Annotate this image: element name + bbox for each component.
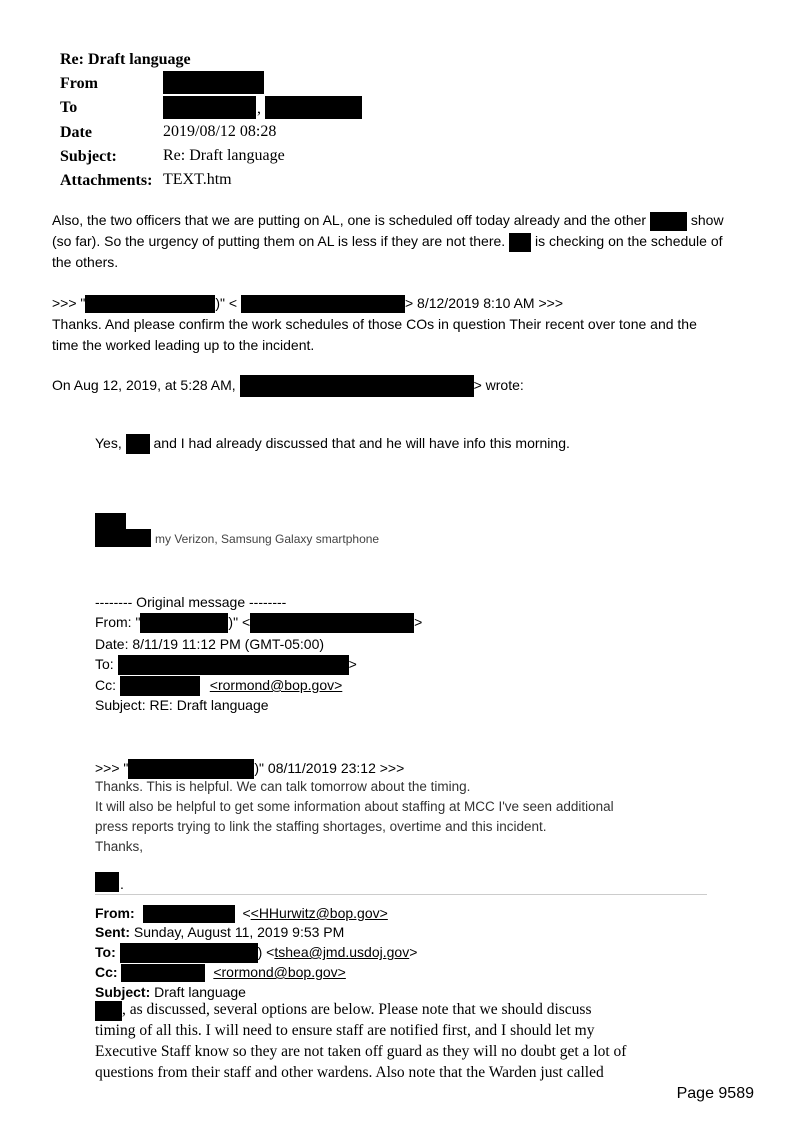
outlook-cc xyxy=(95,962,346,982)
redaction-box xyxy=(265,96,362,119)
forward-header xyxy=(52,293,563,313)
redaction-box xyxy=(250,613,414,633)
message-line xyxy=(52,210,724,231)
original-cc xyxy=(95,675,342,696)
redaction-box xyxy=(120,943,258,963)
message-line: Thanks. And please confirm the work schedules of those COs in question Their recent over tone and the xyxy=(52,316,697,332)
outlook-subject-value: Draft language xyxy=(154,984,246,1000)
forward-prefix: >>> " xyxy=(95,760,129,776)
date-label: Date xyxy=(60,124,92,141)
original-subject: Subject: RE: Draft language xyxy=(95,697,269,713)
body-line: , as discussed, several options are below. Please note that we should discuss xyxy=(122,1001,592,1018)
body-line: questions from their staff and other wardens. Also note that the Warden just called xyxy=(95,1064,604,1081)
original-from-mid: )" < xyxy=(228,614,251,630)
outlook-cc-label: Cc: xyxy=(95,964,118,980)
forward-suffix: > 8/12/2019 8:10 AM >>> xyxy=(404,295,564,311)
message-line: It will also be helpful to get some information about staffing at MCC I've seen additional xyxy=(95,799,614,814)
outlook-from-label: From: xyxy=(95,905,135,921)
forward-suffix: )" 08/11/2019 23:12 >>> xyxy=(254,760,405,776)
redaction-box xyxy=(509,233,531,252)
redaction-box xyxy=(121,964,205,982)
original-from-label: From: " xyxy=(95,614,141,630)
outlook-to-end: > xyxy=(409,944,418,960)
email-title: Re: Draft language xyxy=(60,51,191,68)
message-line xyxy=(52,231,723,252)
page-number: Page 9589 xyxy=(676,1085,754,1102)
divider xyxy=(95,894,707,895)
signature-text: my Verizon, Samsung Galaxy smartphone xyxy=(155,532,380,546)
subject-value: Re: Draft language xyxy=(163,147,285,164)
from-email-link[interactable]: <HHurwitz@bop.gov> xyxy=(250,905,388,921)
outlook-sent-value: Sunday, August 11, 2019 9:53 PM xyxy=(133,924,345,940)
redaction-box xyxy=(126,434,150,454)
redaction-box xyxy=(650,212,687,231)
redaction-box xyxy=(163,96,256,119)
outlook-to-mid: ) < xyxy=(257,944,275,960)
message-line: the others. xyxy=(52,254,119,270)
to-separator: , xyxy=(257,100,261,117)
outlook-to-label: To: xyxy=(95,944,116,960)
message-text: (so far). So the urgency of putting them on AL is less if they are not there. xyxy=(52,233,506,249)
redaction-box xyxy=(140,613,228,633)
original-from-end: > xyxy=(414,614,423,630)
date-value: 2019/08/12 08:28 xyxy=(163,123,277,140)
forward-prefix: >>> " xyxy=(52,295,86,311)
attachments-label: Attachments: xyxy=(60,172,153,189)
redaction-box xyxy=(85,295,215,313)
redaction-box xyxy=(95,529,151,547)
redaction-box xyxy=(118,655,349,675)
message-text: is checking on the schedule of xyxy=(534,233,723,249)
redaction-box xyxy=(240,375,474,397)
redaction-box xyxy=(163,71,264,94)
outlook-subject-label: Subject: xyxy=(95,984,151,1000)
outlook-sent xyxy=(95,922,344,942)
cc-email-link[interactable]: <rormond@bop.gov> xyxy=(213,964,346,980)
original-from xyxy=(95,612,422,633)
original-to xyxy=(95,654,357,675)
redaction-box xyxy=(95,872,119,892)
attachments-value: TEXT.htm xyxy=(163,171,232,188)
to-email-link[interactable]: tshea@jmd.usdoj.gov xyxy=(274,944,410,960)
outlook-from xyxy=(95,903,388,923)
message-line: press reports trying to link the staffing shortages, overtime and this incident. xyxy=(95,819,547,834)
signoff-period: . xyxy=(120,876,124,892)
redaction-box xyxy=(143,905,235,923)
reply-line xyxy=(95,433,570,454)
quote-intro-prefix: On Aug 12, 2019, at 5:28 AM, xyxy=(52,377,236,393)
redaction-box xyxy=(241,295,405,313)
message-line: time the worked leading up to the incident. xyxy=(52,337,315,353)
reply-text: and I had already discussed that and he will have info this morning. xyxy=(153,435,570,451)
subject-label: Subject: xyxy=(60,148,117,165)
redaction-box xyxy=(95,1001,122,1021)
redaction-box xyxy=(95,513,126,529)
outlook-sent-label: Sent: xyxy=(95,924,130,940)
body-line: Executive Staff know so they are not taken off guard as they will no doubt get a lot of xyxy=(95,1043,627,1060)
to-label: To xyxy=(60,99,78,116)
forward-mid: )" < xyxy=(215,295,238,311)
redaction-box xyxy=(120,676,200,696)
quote-intro-suffix: > wrote: xyxy=(473,377,524,393)
cc-email-link[interactable]: <rormond@bop.gov> xyxy=(209,677,343,693)
message-text: show xyxy=(690,212,724,228)
message-line: Thanks, xyxy=(95,839,144,854)
from-label: From xyxy=(60,75,98,92)
original-cc-label: Cc: xyxy=(95,677,116,693)
message-text: Also, the two officers that we are putting on AL, one is scheduled off today already and the other xyxy=(52,212,647,228)
original-date: Date: 8/11/19 11:12 PM (GMT-05:00) xyxy=(95,636,325,652)
message-line: Thanks. This is helpful. We can talk tomorrow about the timing. xyxy=(95,779,471,794)
reply-text: Yes, xyxy=(95,435,122,451)
original-message-header: -------- Original message -------- xyxy=(95,594,287,610)
body-line: timing of all this. I will need to ensure staff are notified first, and I should let my xyxy=(95,1022,595,1039)
original-to-end: > xyxy=(348,656,357,672)
original-to-label: To: xyxy=(95,656,114,672)
quote-intro xyxy=(52,375,524,397)
outlook-from-email[interactable]: <<HHurwitz@bop.gov> xyxy=(242,905,388,921)
outlook-to xyxy=(95,942,417,963)
